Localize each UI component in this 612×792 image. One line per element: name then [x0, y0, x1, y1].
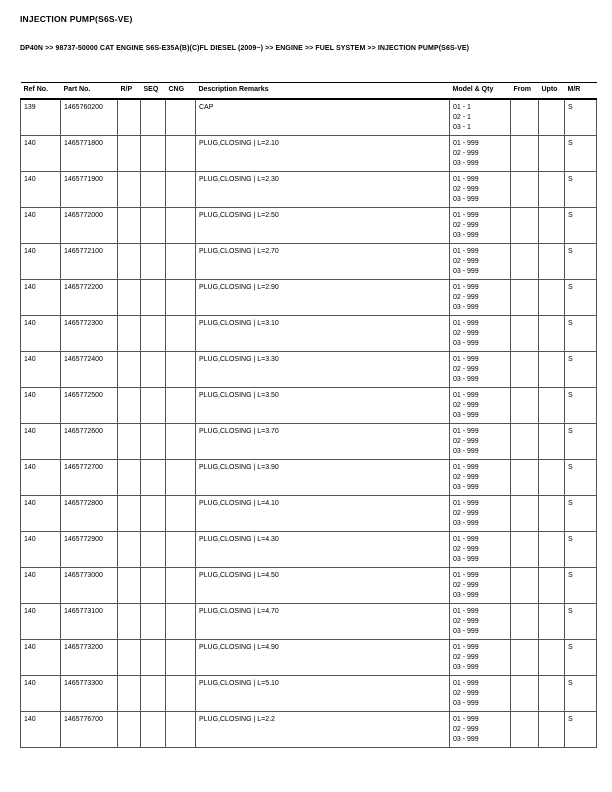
ref-no-cell: 140 — [21, 388, 61, 424]
rp-cell — [118, 712, 141, 748]
from-cell — [511, 136, 539, 172]
cng-cell — [166, 496, 196, 532]
model-qty-cell: 01 - 999 02 - 999 03 - 999 — [450, 532, 511, 568]
part-no-cell: 1465772000 — [61, 208, 118, 244]
ref-no-cell: 140 — [21, 208, 61, 244]
table-row — [21, 568, 597, 604]
from-cell — [511, 532, 539, 568]
from-cell — [511, 424, 539, 460]
upto-cell — [539, 136, 565, 172]
rp-cell — [118, 136, 141, 172]
ref-no-cell: 140 — [21, 568, 61, 604]
description-cell: CAP — [196, 99, 450, 136]
description-cell: PLUG,CLOSING | L=4.90 — [196, 640, 450, 676]
rp-cell — [118, 568, 141, 604]
table-row — [21, 136, 597, 172]
rp-cell — [118, 172, 141, 208]
col-header-seq: SEQ — [141, 83, 166, 100]
cng-cell — [166, 208, 196, 244]
upto-cell — [539, 352, 565, 388]
seq-cell — [141, 676, 166, 712]
part-no-cell: 1465772300 — [61, 316, 118, 352]
cng-cell — [166, 172, 196, 208]
ref-no-cell: 140 — [21, 460, 61, 496]
table-row — [21, 532, 597, 568]
from-cell — [511, 604, 539, 640]
description-cell: PLUG,CLOSING | L=2.70 — [196, 244, 450, 280]
upto-cell — [539, 388, 565, 424]
description-cell: PLUG,CLOSING | L=5.10 — [196, 676, 450, 712]
upto-cell — [539, 460, 565, 496]
mr-cell: S — [565, 280, 597, 316]
table-row — [21, 460, 597, 496]
ref-no-cell: 140 — [21, 352, 61, 388]
model-qty-cell: 01 - 999 02 - 999 03 - 999 — [450, 424, 511, 460]
model-qty-cell: 01 - 999 02 - 999 03 - 999 — [450, 568, 511, 604]
mr-cell: S — [565, 316, 597, 352]
cng-cell — [166, 712, 196, 748]
cng-cell — [166, 388, 196, 424]
seq-cell — [141, 208, 166, 244]
upto-cell — [539, 172, 565, 208]
model-qty-cell: 01 - 999 02 - 999 03 - 999 — [450, 460, 511, 496]
model-qty-cell: 01 - 999 02 - 999 03 - 999 — [450, 496, 511, 532]
ref-no-cell: 140 — [21, 640, 61, 676]
ref-no-cell: 140 — [21, 496, 61, 532]
upto-cell — [539, 568, 565, 604]
table-row — [21, 424, 597, 460]
seq-cell — [141, 712, 166, 748]
model-qty-cell: 01 - 999 02 - 999 03 - 999 — [450, 712, 511, 748]
part-no-cell: 1465773200 — [61, 640, 118, 676]
description-cell: PLUG,CLOSING | L=2.90 — [196, 280, 450, 316]
part-no-cell: 1465772700 — [61, 460, 118, 496]
mr-cell: S — [565, 676, 597, 712]
part-no-cell: 1465772200 — [61, 280, 118, 316]
seq-cell — [141, 172, 166, 208]
ref-no-cell: 140 — [21, 532, 61, 568]
seq-cell — [141, 136, 166, 172]
description-cell: PLUG,CLOSING | L=3.50 — [196, 388, 450, 424]
from-cell — [511, 316, 539, 352]
description-cell: PLUG,CLOSING | L=4.10 — [196, 496, 450, 532]
breadcrumb: DP40N >> 98737-50000 CAT ENGINE S6S-E35A(B)(C)FL DIESEL (2009~) >> ENGINE >> FUEL SYSTEM >> INJECTION PUMP(S6S-VE) — [20, 45, 470, 52]
part-no-cell: 1465776700 — [61, 712, 118, 748]
col-header-ref-no: Ref No. — [21, 83, 61, 100]
part-no-cell: 1465772500 — [61, 388, 118, 424]
part-no-cell: 1465773100 — [61, 604, 118, 640]
table-row — [21, 640, 597, 676]
cng-cell — [166, 676, 196, 712]
cng-cell — [166, 568, 196, 604]
table-row — [21, 280, 597, 316]
from-cell — [511, 640, 539, 676]
part-no-cell: 1465772900 — [61, 532, 118, 568]
model-qty-cell: 01 - 999 02 - 999 03 - 999 — [450, 280, 511, 316]
rp-cell — [118, 676, 141, 712]
table-row — [21, 99, 597, 136]
rp-cell — [118, 316, 141, 352]
col-header-part-no: Part No. — [61, 83, 118, 100]
part-no-cell: 1465773000 — [61, 568, 118, 604]
rp-cell — [118, 352, 141, 388]
seq-cell — [141, 460, 166, 496]
ref-no-cell: 140 — [21, 316, 61, 352]
description-cell: PLUG,CLOSING | L=3.90 — [196, 460, 450, 496]
model-qty-cell: 01 - 999 02 - 999 03 - 999 — [450, 604, 511, 640]
upto-cell — [539, 244, 565, 280]
table-header-row — [21, 83, 597, 100]
seq-cell — [141, 388, 166, 424]
model-qty-cell: 01 - 999 02 - 999 03 - 999 — [450, 244, 511, 280]
cng-cell — [166, 460, 196, 496]
mr-cell: S — [565, 532, 597, 568]
col-header-model-qty: Model & Qty — [450, 83, 511, 100]
cng-cell — [166, 280, 196, 316]
part-no-cell: 1465771800 — [61, 136, 118, 172]
part-no-cell: 1465772600 — [61, 424, 118, 460]
mr-cell: S — [565, 460, 597, 496]
cng-cell — [166, 532, 196, 568]
ref-no-cell: 140 — [21, 676, 61, 712]
seq-cell — [141, 640, 166, 676]
mr-cell: S — [565, 424, 597, 460]
mr-cell: S — [565, 712, 597, 748]
mr-cell: S — [565, 136, 597, 172]
ref-no-cell: 140 — [21, 136, 61, 172]
cng-cell — [166, 244, 196, 280]
table-row — [21, 352, 597, 388]
parts-table — [20, 82, 597, 748]
ref-no-cell: 139 — [21, 99, 61, 136]
seq-cell — [141, 424, 166, 460]
description-cell: PLUG,CLOSING | L=3.10 — [196, 316, 450, 352]
col-header-description-remarks: Description Remarks — [196, 83, 450, 100]
from-cell — [511, 388, 539, 424]
from-cell — [511, 244, 539, 280]
ref-no-cell: 140 — [21, 172, 61, 208]
ref-no-cell: 140 — [21, 604, 61, 640]
from-cell — [511, 352, 539, 388]
table-body — [21, 99, 597, 748]
upto-cell — [539, 532, 565, 568]
mr-cell: S — [565, 244, 597, 280]
rp-cell — [118, 388, 141, 424]
col-header-upto: Upto — [539, 83, 565, 100]
mr-cell: S — [565, 172, 597, 208]
seq-cell — [141, 568, 166, 604]
col-header-cng: CNG — [166, 83, 196, 100]
cng-cell — [166, 424, 196, 460]
rp-cell — [118, 496, 141, 532]
description-cell: PLUG,CLOSING | L=2.50 — [196, 208, 450, 244]
upto-cell — [539, 424, 565, 460]
page-title: INJECTION PUMP(S6S-VE) — [20, 14, 133, 24]
ref-no-cell: 140 — [21, 424, 61, 460]
seq-cell — [141, 244, 166, 280]
part-no-cell: 1465771900 — [61, 172, 118, 208]
upto-cell — [539, 99, 565, 136]
seq-cell — [141, 316, 166, 352]
description-cell: PLUG,CLOSING | L=4.30 — [196, 532, 450, 568]
ref-no-cell: 140 — [21, 712, 61, 748]
description-cell: PLUG,CLOSING | L=2.30 — [196, 172, 450, 208]
upto-cell — [539, 280, 565, 316]
mr-cell: S — [565, 388, 597, 424]
table-row — [21, 172, 597, 208]
from-cell — [511, 496, 539, 532]
description-cell: PLUG,CLOSING | L=2.10 — [196, 136, 450, 172]
rp-cell — [118, 604, 141, 640]
mr-cell: S — [565, 208, 597, 244]
upto-cell — [539, 604, 565, 640]
mr-cell: S — [565, 568, 597, 604]
col-header-mr: M/R — [565, 83, 597, 100]
upto-cell — [539, 676, 565, 712]
ref-no-cell: 140 — [21, 244, 61, 280]
part-no-cell: 1465773300 — [61, 676, 118, 712]
description-cell: PLUG,CLOSING | L=3.70 — [196, 424, 450, 460]
col-header-from: From — [511, 83, 539, 100]
mr-cell: S — [565, 496, 597, 532]
ref-no-cell: 140 — [21, 280, 61, 316]
part-no-cell: 1465772100 — [61, 244, 118, 280]
part-no-cell: 1465772800 — [61, 496, 118, 532]
table-row — [21, 316, 597, 352]
part-no-cell: 1465772400 — [61, 352, 118, 388]
rp-cell — [118, 532, 141, 568]
table-row — [21, 388, 597, 424]
model-qty-cell: 01 - 999 02 - 999 03 - 999 — [450, 208, 511, 244]
cng-cell — [166, 136, 196, 172]
mr-cell: S — [565, 352, 597, 388]
mr-cell: S — [565, 99, 597, 136]
seq-cell — [141, 496, 166, 532]
rp-cell — [118, 244, 141, 280]
description-cell: PLUG,CLOSING | L=2.2 — [196, 712, 450, 748]
rp-cell — [118, 280, 141, 316]
upto-cell — [539, 640, 565, 676]
rp-cell — [118, 424, 141, 460]
rp-cell — [118, 460, 141, 496]
from-cell — [511, 280, 539, 316]
rp-cell — [118, 640, 141, 676]
model-qty-cell: 01 - 999 02 - 999 03 - 999 — [450, 172, 511, 208]
cng-cell — [166, 316, 196, 352]
seq-cell — [141, 280, 166, 316]
from-cell — [511, 568, 539, 604]
from-cell — [511, 208, 539, 244]
upto-cell — [539, 496, 565, 532]
upto-cell — [539, 712, 565, 748]
seq-cell — [141, 532, 166, 568]
model-qty-cell: 01 - 999 02 - 999 03 - 999 — [450, 136, 511, 172]
cng-cell — [166, 99, 196, 136]
from-cell — [511, 676, 539, 712]
table-row — [21, 208, 597, 244]
model-qty-cell: 01 - 999 02 - 999 03 - 999 — [450, 388, 511, 424]
mr-cell: S — [565, 604, 597, 640]
upto-cell — [539, 316, 565, 352]
seq-cell — [141, 352, 166, 388]
from-cell — [511, 460, 539, 496]
table-row — [21, 604, 597, 640]
seq-cell — [141, 604, 166, 640]
description-cell: PLUG,CLOSING | L=4.50 — [196, 568, 450, 604]
from-cell — [511, 172, 539, 208]
model-qty-cell: 01 - 1 02 - 1 03 - 1 — [450, 99, 511, 136]
cng-cell — [166, 352, 196, 388]
seq-cell — [141, 99, 166, 136]
description-cell: PLUG,CLOSING | L=4.70 — [196, 604, 450, 640]
from-cell — [511, 99, 539, 136]
table-row — [21, 712, 597, 748]
cng-cell — [166, 640, 196, 676]
rp-cell — [118, 208, 141, 244]
table-row — [21, 244, 597, 280]
col-header-rp: R/P — [118, 83, 141, 100]
description-cell: PLUG,CLOSING | L=3.30 — [196, 352, 450, 388]
upto-cell — [539, 208, 565, 244]
table-row — [21, 676, 597, 712]
from-cell — [511, 712, 539, 748]
model-qty-cell: 01 - 999 02 - 999 03 - 999 — [450, 676, 511, 712]
cng-cell — [166, 604, 196, 640]
model-qty-cell: 01 - 999 02 - 999 03 - 999 — [450, 352, 511, 388]
rp-cell — [118, 99, 141, 136]
model-qty-cell: 01 - 999 02 - 999 03 - 999 — [450, 640, 511, 676]
model-qty-cell: 01 - 999 02 - 999 03 - 999 — [450, 316, 511, 352]
mr-cell: S — [565, 640, 597, 676]
part-no-cell: 1465760200 — [61, 99, 118, 136]
table-row — [21, 496, 597, 532]
